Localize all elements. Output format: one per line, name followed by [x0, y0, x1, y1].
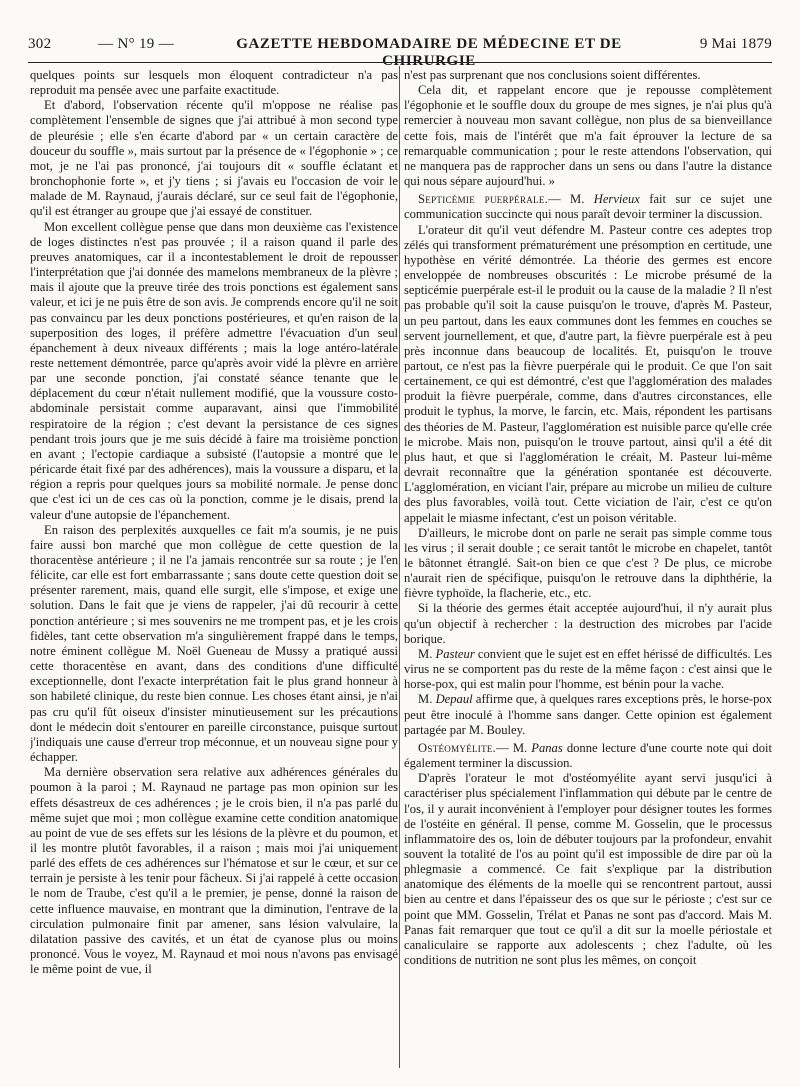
speaker-name: Panas — [531, 740, 563, 755]
paragraph: Cela dit, et rappelant encore que je repousse complètement l'égophonie et le souffle doux du groupe de mes signes, je n'ai plus qu'à remercier à nouveau mon savant collègue, non plus de sa bienveillance cette fois, mais de l'intérêt que m'a fait éprouver la lecture de sa remarquable communication ; pour le reste attendons l'observation, qui ne manquera pas de rapprocher dans un sens ou dans l'autre la distance qui nous sépare aujourd'hui. » — [404, 83, 772, 189]
paragraph: Et d'abord, l'observation récente qu'il m'oppose ne réalise pas complètement l'ensemble de signes que j'ai attribué à mon second type de pleurésie ; elle s'en écarte d'abord par « un certain caractère de douceur du souffle », mais surtout par la présence de « l'égophonie » ; ce mot, je ne l'ai pas prononcé, j'ai toujours dit « souffle éclatant et bronchophonie forte », et j'y tiens ; si j'avais eu l'occasion de voir le malade de M. Raynaud, j'aurais déclaré, sur ce seul fait de l'égophonie, qu'il est étranger au groupe que j'ai essayé de constituer. — [30, 98, 398, 219]
journal-title: GAZETTE HEBDOMADAIRE DE MÉDECINE ET DE CHIRURGIE — [236, 36, 622, 69]
paragraph: n'est pas surprenant que nos conclusions soient différentes. — [404, 68, 701, 82]
paragraph: En raison des perplexités auxquelles ce fait m'a soumis, je ne puis faire aussi bon marché que mon collègue de cette question de la thoracentèse antérieure ; il ne l'a jamais rencontrée sur sa route ; je l'en félicite, car elle est fort embarrassante ; sans doute cette question doit se présenter rarement, mais, quand elle surgit, elle s'impose, et exige une solution. Dans le fait que je viens de rappeler, j'ai dû recourir à cette ponction antérieure ; si mes souvenirs ne me trompent pas, et je les crois fidèles, tant cette observation m'a singulièrement frappé dans le temps, notre éminent collègue M. Noël Gueneau de Mussy a pratiqué aussi cette thoracentèse en avant, dans des conditions d'une difficulté exceptionnelle, dont l'exacte interprétation fait le plus grand honneur à son habileté clinique, du reste bien connue. Les choses étant ainsi, je n'ai pas cru qu'il fût oiseux d'insister minutieusement sur les précautions dont le médecin doit s'entourer en pareille circonstance, puisque surtout j'indiquais une cause d'erreur trop méconnue, et un nouveau signe pour y échapper. — [30, 522, 398, 765]
paragraph: M. Depaul affirme que, à quelques rares exceptions près, le horse-pox peut être inoculé à l'homme sans danger. Cette opinion est également partagée par M. Bouley. — [404, 692, 772, 737]
paragraph: Mon excellent collègue pense que dans mon deuxième cas l'existence de loges distinctes n'est pas prouvée ; il a raison quand il parle des preuves anatomiques, car il a incontestablement le droit de repousser l'interprétation que j'ai donnée des mamelons membraneux de la plèvre ; mais il ajoute que la preuve tirée des trois ponctions est également sans valeur, et ici je ne puis être de son avis. Je comprends encore qu'il ne soit pas convaincu par les deux ponctions postérieures, et qu'en raison de la superposition des loges, il préfère admettre l'évacuation d'un seul épanchement à deux niveaux différents ; mais la loge antéro-latérale reste nettement démontrée, parce qu'après avoir vidé la plèvre en arrière par une seconde ponction, j'ai constaté séance tenante que le déplacement du cœur n'était nullement modifié, que la voussure costo-abdominale persistait comme auparavant, ainsi que l'immobilité respiratoire de la région ; c'est devant la persistance de ces signes pendant trois jours que je me suis décidé à faire ma troisième ponction en avant ; l'ectopie cardiaque a subsisté (l'autopsie a montré que le péricarde était fixé par des adhérences), mais la voussure a disparu, et la région a repris pour quelques jours sa mobilité normale. Je pense donc que c'est ici un de ces cas où la ponction, comme je le disais, prend la valeur d'une autopsie de l'épanchement. — [30, 219, 398, 522]
section-septicemie — [404, 192, 772, 222]
section-intro: donne lecture d'une courte note qui doit également terminer la discussion. — [404, 740, 772, 771]
speaker-name: Depaul — [435, 692, 473, 707]
column-divider — [399, 66, 400, 1068]
paragraph: L'orateur dit qu'il veut défendre M. Pasteur contre ces adeptes trop zélés qui transforment prématurément une présomption en certitude, une hypothèse en vérité démontrée. La théorie des germes est encore enveloppée de nombreuses obscurités : Le microbe présumé de la septicémie puerpérale est-il le produit ou la cause de la maladie ? Il n'est pas probable qu'il soit la cause puisqu'on le trouve, d'après M. Pasteur, un peu partout, dans les eaux communes dont les femmes en couches se servent journellement, et que, d'autre part, la fièvre puerpérale est à peu près inconnue dans beaucoup de localités. Et, puisqu'on le trouve partout, ce n'est pas la fièvre puerpérale qui le produit. Ce que l'on sait certainement, ce qui est démontré, c'est que l'agglomération des malades produit la fièvre puerpérale, comme, dans d'autres circonstances, elle produit le typhus, la morve, le farcin, etc. Mais, répondent les partisans des théories de M. Pasteur, l'agglomération est nuisible parce qu'elle crée le microbe. Mais non, puisqu'on le trouve partout, ainsi qu'il a été dit plus haut, et que si l'agglomération le créait, M. Pasteur lui-même devrait reconnaître que la génération spontanée est découverte. L'agglomération, en viciant l'air, prépare au microbe un milieu de culture des plus favorables, voilà tout. Cette viciation de l'air, c'est ce qu'on appelait le miasme infectant, c'est un poison véritable. — [404, 222, 772, 525]
page-number: 302 — [28, 36, 52, 52]
left-column — [30, 68, 398, 1068]
paragraph: D'ailleurs, le microbe dont on parle ne serait pas simple comme tous les virus ; il serait double ; ce serait tantôt le microbe en chapelet, tantôt le bâtonnet étranglé. Sait-on bien ce que c'est ? De plus, ce microbe n'aurait rien de spécifique, puisqu'on le retrouve dans la diphthérie, la fièvre typhoïde, la flacherie, etc., etc. — [404, 525, 772, 601]
speaker-name: Hervieux — [593, 192, 640, 207]
paragraph: Ma dernière observation sera relative aux adhérences générales du poumon à la paroi ; M. Raynaud ne partage pas mon opinion sur les effets désastreux de ces adhérences ; je le crois bien, il n'a pas parlé du même sujet que moi ; mon collègue examine cette condition anatomique au point de vue de ses effets sur les lésions de la plèvre et du poumon, et il les montre plutôt favorables, il a raison ; mais moi j'ai uniquement parlé des effets de ces adhérences sur l'hématose et sur le cœur, et sur ce terrain je persiste à les tenir pour fâcheux. Si j'ai rappelé à cette occasion le nom de Traube, c'est qu'il a le premier, je pense, donné la raison de cette influence mauvaise, en montrant que la diminution, l'entrave de la circulation pulmonaire finit par amener, sans lésion valvulaire, la dilatation passive des cavités, et un état de cyanose plus ou moins prononcé. Vous le voyez, M. Raynaud et moi nous n'avons pas envisagé le même point de vue, il — [30, 765, 398, 977]
paragraph-text: convient que le sujet est en effet hérissé de difficultés. Les virus ne se comportent pas du reste de la même façon : c'est ainsi que le horse-pox, qui est malin pour l'homme, est bénin pour la vache. — [404, 646, 772, 692]
speaker-prefix: — M. — [496, 740, 532, 755]
speaker-name: Pasteur — [435, 646, 475, 661]
section-heading: Septicémie puerpérale. — [418, 192, 549, 207]
paragraph: D'après l'orateur le mot d'ostéomyélite ayant servi jusqu'ici à caractériser plus spécialement l'inflammation qui débute par le centre de l'os, il y aurait inconvénient à l'employer pour désigner toutes les formes de l'ostéite en général. Il pense, comme M. Gosselin, que le processus inflammatoire des os, loin de débuter toujours par la profondeur, envahit souvent la totalité de l'os au point qu'il est impossible de dire par où la phlegmasie a commencé. Ce fait s'explique par la distribution anatomique des éléments de la moelle qui se rencontrent partout, aussi bien au centre et dans l'épaisseur des os que sur le périoste ; c'est sur ce point que MM. Gosselin, Trélat et Panas ne sont pas d'accord. Mais M. Panas fait remarquer que tout ce qu'il a dit sur la moelle périostale et canaliculaire se rapporte aux adolescents ; chez l'adulte, où les conditions de nutrition ne sont plus les mêmes, on conçoit — [404, 771, 772, 968]
section-osteomyelite — [404, 741, 772, 771]
speaker-prefix: — M. — [548, 192, 594, 207]
right-column — [404, 68, 772, 1068]
issue-number: — N° 19 — — [98, 36, 174, 52]
section-heading: Ostéomyélite. — [418, 740, 497, 755]
header-rule — [28, 62, 772, 63]
issue-date: 9 Mai 1879 — [699, 36, 772, 52]
section-intro: fait sur ce sujet une communication succincte qui nous paraît devoir terminer la discussion. — [404, 192, 772, 222]
paragraph: M. Pasteur convient que le sujet est en effet hérissé de difficultés. Les virus ne se comportent pas du reste de la même façon : c'est ainsi que le horse-pox, qui est malin pour l'homme, est bénin pour la vache. — [404, 646, 772, 692]
paragraph-text: affirme que, à quelques rares exceptions près, le horse-pox peut être inoculé à l'homme sans danger. Cette opinion est également partagée par M. Bouley. — [404, 692, 772, 737]
paragraph: quelques points sur lesquels mon éloquent contradicteur n'a pas reproduit ma pensée avec une parfaite exactitude. — [30, 68, 398, 98]
running-header — [28, 36, 772, 69]
paragraph: Si la théorie des germes était acceptée aujourd'hui, il n'y aurait plus qu'un objectif à rechercher : la destruction des microbes par l'acide borique. — [404, 601, 772, 646]
